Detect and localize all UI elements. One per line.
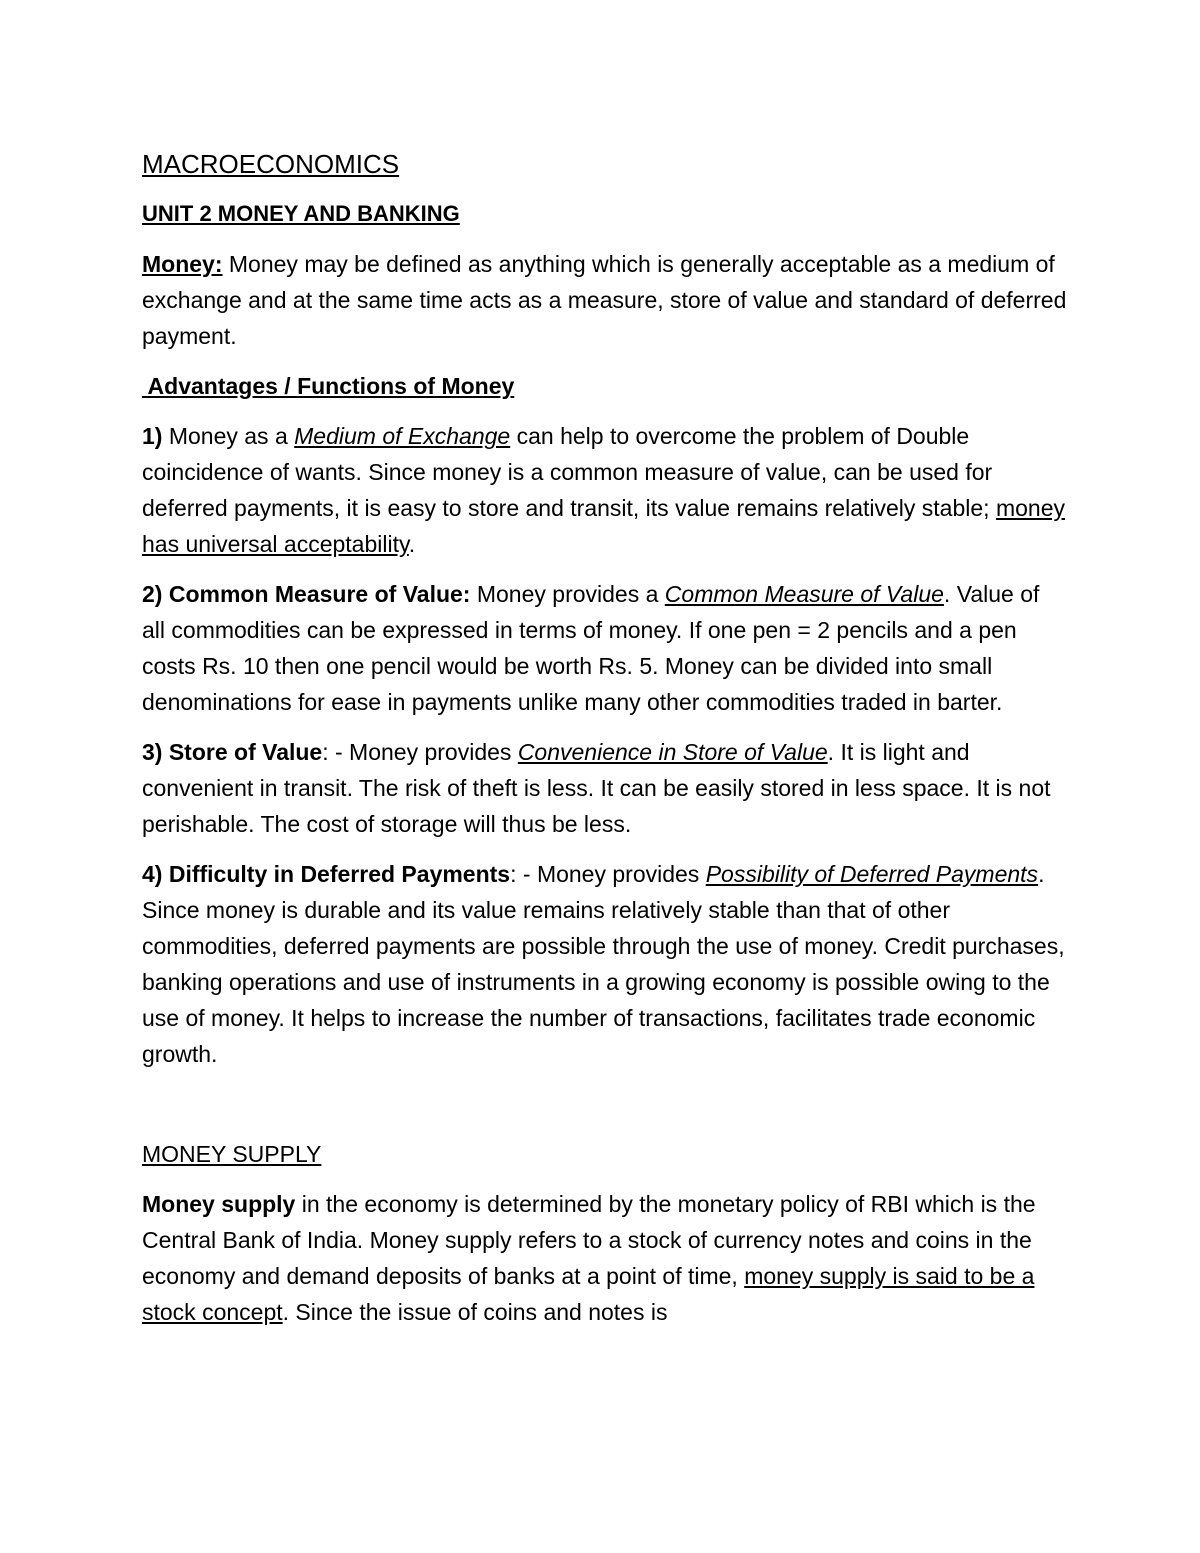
money-supply-text: in the economy is determined by the monetary policy of RBI which is the Central Bank of India. Money supply refers to a stock of currency notes and coins in the economy and demand deposits of banks at a point of time, xyxy=(142,1191,1036,1289)
money-supply-lead: Money supply xyxy=(142,1191,296,1217)
point-store-of-value xyxy=(142,734,1067,842)
money-supply-underlined: money supply is said to be a stock concept xyxy=(142,1263,1035,1325)
point-pre: Money as a xyxy=(162,423,295,449)
point-emphasis: Medium of Exchange xyxy=(294,423,511,449)
advantages-heading xyxy=(142,368,1067,404)
point-label: 1) xyxy=(142,423,163,449)
money-supply-paragraph xyxy=(142,1186,1067,1330)
point-emphasis: Common Measure of Value xyxy=(664,581,944,607)
point-emphasis: Convenience in Store of Value xyxy=(517,739,828,765)
document-body xyxy=(142,146,1067,1344)
money-supply-heading xyxy=(142,1136,1067,1172)
point-body: can help to overcome the problem of Double coincidence of wants. Since money is a common measure of value, can be used for deferred payments, it is easy to store and transit, its value remains relatively stable; xyxy=(142,423,996,521)
definition-label: Money: xyxy=(142,251,223,277)
section-spacer xyxy=(142,1086,1067,1136)
point-pre: : - Money provides xyxy=(510,861,706,887)
point-label: 2) Common Measure of Value: xyxy=(142,581,471,607)
point-medium-of-exchange xyxy=(142,418,1067,562)
point-common-measure xyxy=(142,576,1067,720)
money-supply-heading-text: MONEY SUPPLY xyxy=(142,1141,322,1167)
point-emphasis: Possibility of Deferred Payments xyxy=(705,861,1039,887)
point-underlined: money has universal acceptability xyxy=(142,495,1065,557)
definition-text: Money may be defined as anything which is generally acceptable as a medium of exchange and at the same time acts as a measure, store of value and standard of deferred payment. xyxy=(142,251,1067,349)
point-pre: Money provides a xyxy=(470,581,665,607)
point-body: . It is light and convenient in transit. The risk of theft is less. It can be easily stored in less space. It is not perishable. The cost of storage will thus be less. xyxy=(142,739,1051,837)
money-definition xyxy=(142,246,1067,354)
point-pre: : - Money provides xyxy=(322,739,518,765)
money-supply-end: . Since the issue of coins and notes is xyxy=(282,1299,668,1325)
point-end: . xyxy=(408,531,416,557)
point-label: 4) Difficulty in Deferred Payments xyxy=(142,861,511,887)
point-body: . Value of all commodities can be expressed in terms of money. If one pen = 2 pencils and a pen costs Rs. 10 then one pencil would be worth Rs. 5. Money can be divided into small denominations for ease in payments unlike many other commodities traded in barter. xyxy=(142,581,1040,715)
point-body: . Since money is durable and its value remains relatively stable than that of other commodities, deferred payments are possible through the use of money. Credit purchases, banking operations and use of instruments in a growing economy is possible owing to the use of money. It helps to increase the number of transactions, facilitates trade economic growth. xyxy=(142,861,1065,1067)
point-label: 3) Store of Value xyxy=(142,739,323,765)
unit-heading: UNIT 2 MONEY AND BANKING xyxy=(142,201,460,226)
document-title: MACROECONOMICS xyxy=(142,149,400,179)
point-deferred-payments xyxy=(142,856,1067,1072)
advantages-heading-text: Advantages / Functions of Money xyxy=(142,373,515,399)
